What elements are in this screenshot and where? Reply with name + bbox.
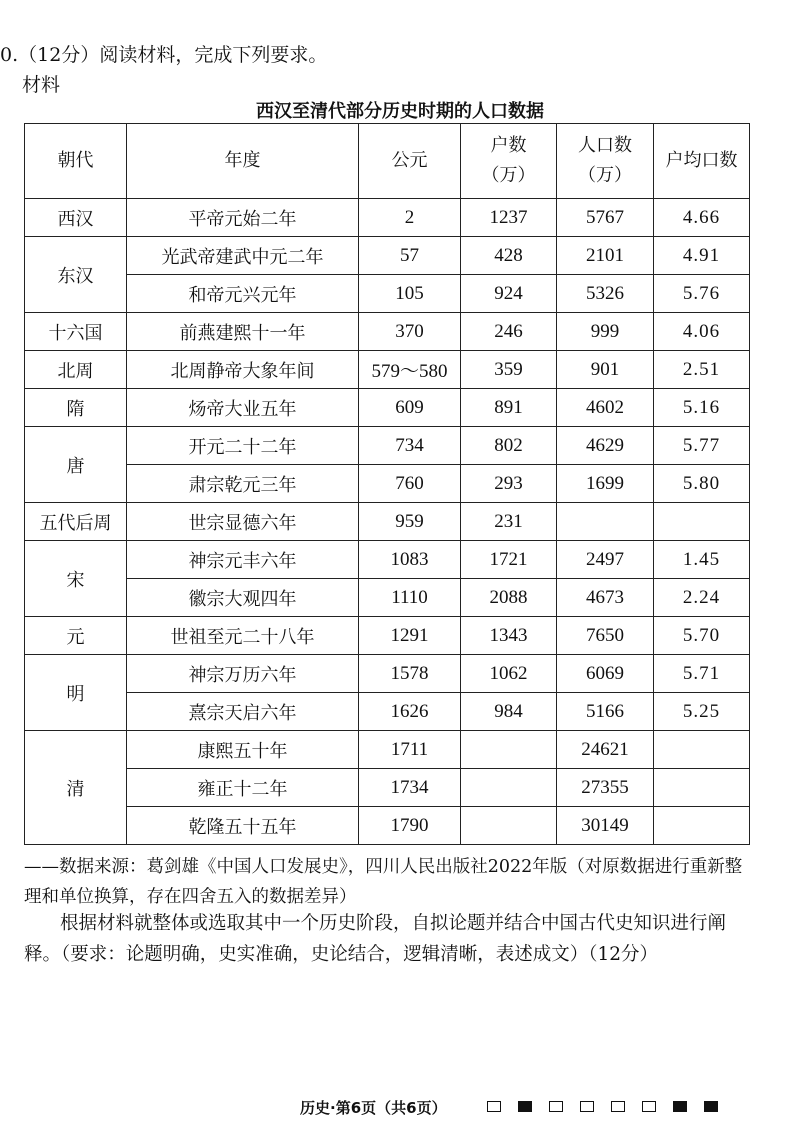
cell-population: 7650	[557, 617, 654, 655]
header-year: 年度	[127, 124, 359, 199]
table-row	[25, 655, 750, 693]
cell-households: 246	[461, 313, 557, 351]
cell-ad: 2	[359, 199, 461, 237]
cell-year: 雍正十二年	[127, 769, 359, 807]
material-label: 材料	[22, 74, 61, 96]
cell-ratio: 4.66	[654, 199, 750, 237]
cell-households: 1062	[461, 655, 557, 693]
header-households-unit: （万）	[481, 165, 536, 186]
table-title: 西汉至清代部分历史时期的人口数据	[256, 101, 544, 122]
cell-year: 乾隆五十五年	[127, 807, 359, 845]
cell-population: 5767	[557, 199, 654, 237]
population-table	[24, 123, 750, 845]
cell-ad: 370	[359, 313, 461, 351]
cell-ad: 760	[359, 465, 461, 503]
cell-ratio	[654, 731, 750, 769]
cell-households	[461, 807, 557, 845]
table-row	[25, 731, 750, 769]
cell-ratio: 5.77	[654, 427, 750, 465]
cell-ratio: 2.24	[654, 579, 750, 617]
cell-households: 1721	[461, 541, 557, 579]
cell-year: 康熙五十年	[127, 731, 359, 769]
header-ratio: 户均口数	[654, 124, 750, 199]
cell-households: 1343	[461, 617, 557, 655]
table-row	[25, 693, 750, 731]
empty-square-mark	[487, 1101, 501, 1112]
page-number: 历史·第6页（共6页）	[300, 1099, 447, 1117]
cell-ratio: 2.51	[654, 351, 750, 389]
cell-households: 984	[461, 693, 557, 731]
table-row	[25, 313, 750, 351]
cell-ratio	[654, 807, 750, 845]
cell-ratio: 5.71	[654, 655, 750, 693]
cell-households	[461, 731, 557, 769]
cell-year: 神宗元丰六年	[127, 541, 359, 579]
cell-year: 肃宗乾元三年	[127, 465, 359, 503]
cell-population: 4629	[557, 427, 654, 465]
cell-year: 前燕建熙十一年	[127, 313, 359, 351]
cell-year: 熹宗天启六年	[127, 693, 359, 731]
cell-ad: 1578	[359, 655, 461, 693]
cell-year: 徽宗大观四年	[127, 579, 359, 617]
cell-ad: 1734	[359, 769, 461, 807]
cell-ratio: 4.06	[654, 313, 750, 351]
cell-population: 30149	[557, 807, 654, 845]
cell-year: 和帝元兴元年	[127, 275, 359, 313]
table-row	[25, 427, 750, 465]
cell-year: 开元二十二年	[127, 427, 359, 465]
cell-dynasty: 东汉	[25, 237, 127, 313]
table-body	[25, 199, 750, 845]
cell-ratio: 4.91	[654, 237, 750, 275]
cell-year: 光武帝建武中元二年	[127, 237, 359, 275]
cell-dynasty: 隋	[25, 389, 127, 427]
cell-population: 24621	[557, 731, 654, 769]
cell-dynasty: 十六国	[25, 313, 127, 351]
cell-dynasty: 清	[25, 731, 127, 845]
header-population-label: 人口数	[578, 135, 632, 156]
cell-population: 5326	[557, 275, 654, 313]
header-dynasty: 朝代	[25, 124, 127, 199]
empty-square-mark	[642, 1101, 656, 1112]
cell-year: 神宗万历六年	[127, 655, 359, 693]
cell-ad: 1626	[359, 693, 461, 731]
cell-population: 4673	[557, 579, 654, 617]
cell-households: 1237	[461, 199, 557, 237]
header-population	[557, 124, 654, 199]
question-header	[0, 40, 327, 67]
cell-ad: 1110	[359, 579, 461, 617]
table-row	[25, 389, 750, 427]
empty-square-mark	[611, 1101, 625, 1112]
cell-ad: 734	[359, 427, 461, 465]
cell-households: 428	[461, 237, 557, 275]
filled-square-mark	[673, 1101, 687, 1112]
cell-households: 802	[461, 427, 557, 465]
header-population-unit: （万）	[578, 165, 632, 186]
cell-ratio: 5.16	[654, 389, 750, 427]
table-row	[25, 503, 750, 541]
cell-ratio	[654, 503, 750, 541]
cell-ad: 1083	[359, 541, 461, 579]
cell-year: 北周静帝大象年间	[127, 351, 359, 389]
cell-households: 2088	[461, 579, 557, 617]
cell-dynasty: 唐	[25, 427, 127, 503]
cell-year: 炀帝大业五年	[127, 389, 359, 427]
table-row	[25, 541, 750, 579]
cell-ratio: 1.45	[654, 541, 750, 579]
header-households-label: 户数	[490, 135, 527, 156]
table-row	[25, 807, 750, 845]
question-points: （12分）	[18, 44, 100, 66]
question-number: 0.	[0, 44, 19, 66]
cell-households: 924	[461, 275, 557, 313]
essay-prompt: 根据材料就整体或选取其中一个历史阶段，自拟论题并结合中国古代史知识进行阐释。（要求：论题明确，史实准确，史论结合，逻辑清晰，表述成文）（12分）	[24, 913, 727, 965]
table-row	[25, 275, 750, 313]
cell-ad: 57	[359, 237, 461, 275]
table-row	[25, 769, 750, 807]
cell-dynasty: 明	[25, 655, 127, 731]
cell-population: 4602	[557, 389, 654, 427]
cell-ratio: 5.25	[654, 693, 750, 731]
cell-dynasty: 五代后周	[25, 503, 127, 541]
cell-ad: 579～580	[359, 351, 461, 389]
cell-year: 世宗显德六年	[127, 503, 359, 541]
exam-marks	[487, 1101, 718, 1112]
cell-ratio: 5.80	[654, 465, 750, 503]
cell-year: 世祖至元二十八年	[127, 617, 359, 655]
cell-households: 891	[461, 389, 557, 427]
table-row	[25, 617, 750, 655]
cell-ratio: 5.70	[654, 617, 750, 655]
cell-population: 1699	[557, 465, 654, 503]
cell-population: 2497	[557, 541, 654, 579]
cell-households	[461, 769, 557, 807]
cell-ad: 959	[359, 503, 461, 541]
table-row	[25, 237, 750, 275]
cell-ratio	[654, 769, 750, 807]
cell-dynasty: 元	[25, 617, 127, 655]
cell-ad: 1711	[359, 731, 461, 769]
cell-households: 293	[461, 465, 557, 503]
cell-population: 6069	[557, 655, 654, 693]
filled-square-mark	[704, 1101, 718, 1112]
cell-dynasty: 宋	[25, 541, 127, 617]
cell-year: 平帝元始二年	[127, 199, 359, 237]
cell-households: 359	[461, 351, 557, 389]
cell-households: 231	[461, 503, 557, 541]
header-households	[461, 124, 557, 199]
cell-ad: 609	[359, 389, 461, 427]
cell-population: 901	[557, 351, 654, 389]
cell-population: 2101	[557, 237, 654, 275]
table-header-row	[25, 124, 750, 199]
header-ad: 公元	[359, 124, 461, 199]
cell-population	[557, 503, 654, 541]
empty-square-mark	[549, 1101, 563, 1112]
cell-ratio: 5.76	[654, 275, 750, 313]
source-note: ——数据来源：葛剑雄《中国人口发展史》，四川人民出版社2022年版（对原数据进行重新整理和单位换算，存在四舍五入的数据差异）	[24, 857, 743, 907]
table-row	[25, 199, 750, 237]
table-row	[25, 351, 750, 389]
empty-square-mark	[580, 1101, 594, 1112]
table-row	[25, 465, 750, 503]
cell-population: 999	[557, 313, 654, 351]
cell-dynasty: 西汉	[25, 199, 127, 237]
cell-population: 5166	[557, 693, 654, 731]
table-row	[25, 579, 750, 617]
question-instruction: 阅读材料，完成下列要求。	[99, 44, 328, 66]
cell-dynasty: 北周	[25, 351, 127, 389]
cell-ad: 1291	[359, 617, 461, 655]
cell-ad: 1790	[359, 807, 461, 845]
cell-ad: 105	[359, 275, 461, 313]
filled-square-mark	[518, 1101, 532, 1112]
cell-population: 27355	[557, 769, 654, 807]
